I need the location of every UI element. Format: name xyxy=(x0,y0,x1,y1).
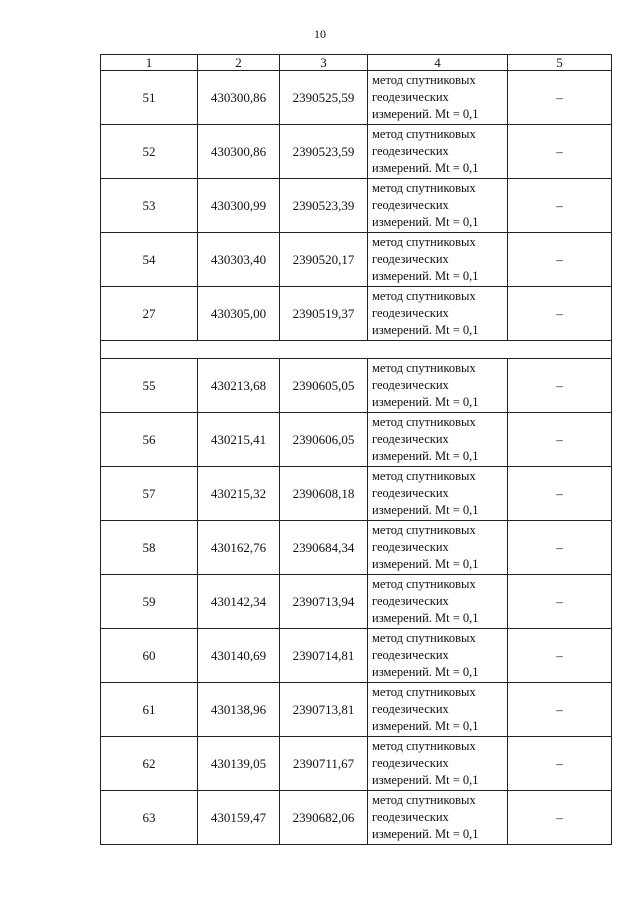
method-cell: метод спутниковых геодезических измерений. Mt = 0,1 xyxy=(368,359,508,413)
method-cell: метод спутниковых геодезических измерений. Mt = 0,1 xyxy=(368,71,508,125)
note-cell: – xyxy=(508,287,612,341)
table-row xyxy=(101,791,612,845)
method-cell: метод спутниковых геодезических измерений. Mt = 0,1 xyxy=(368,629,508,683)
column-number-header-row xyxy=(101,55,612,71)
group-separator-cell xyxy=(101,341,612,359)
point-number-cell: 27 xyxy=(101,287,198,341)
method-cell: метод спутниковых геодезических измерений. Mt = 0,1 xyxy=(368,179,508,233)
note-cell: – xyxy=(508,413,612,467)
note-cell: – xyxy=(508,125,612,179)
column-number-3: 3 xyxy=(280,55,368,71)
column-number-5: 5 xyxy=(508,55,612,71)
x-coordinate-cell: 430142,34 xyxy=(198,575,280,629)
table-row xyxy=(101,521,612,575)
table-row xyxy=(101,359,612,413)
x-coordinate-cell: 430215,41 xyxy=(198,413,280,467)
note-cell: – xyxy=(508,791,612,845)
y-coordinate-cell: 2390608,18 xyxy=(280,467,368,521)
column-number-2: 2 xyxy=(198,55,280,71)
point-number-cell: 56 xyxy=(101,413,198,467)
note-cell: – xyxy=(508,575,612,629)
point-number-cell: 52 xyxy=(101,125,198,179)
y-coordinate-cell: 2390525,59 xyxy=(280,71,368,125)
point-number-cell: 57 xyxy=(101,467,198,521)
y-coordinate-cell: 2390684,34 xyxy=(280,521,368,575)
point-number-cell: 51 xyxy=(101,71,198,125)
point-number-cell: 54 xyxy=(101,233,198,287)
note-cell: – xyxy=(508,683,612,737)
note-cell: – xyxy=(508,467,612,521)
y-coordinate-cell: 2390605,05 xyxy=(280,359,368,413)
x-coordinate-cell: 430159,47 xyxy=(198,791,280,845)
coordinates-table xyxy=(100,54,612,845)
table-row xyxy=(101,575,612,629)
y-coordinate-cell: 2390519,37 xyxy=(280,287,368,341)
note-cell: – xyxy=(508,629,612,683)
method-cell: метод спутниковых геодезических измерений. Mt = 0,1 xyxy=(368,575,508,629)
x-coordinate-cell: 430140,69 xyxy=(198,629,280,683)
page-number: 10 xyxy=(314,27,326,41)
method-cell: метод спутниковых геодезических измерений. Mt = 0,1 xyxy=(368,791,508,845)
table-row xyxy=(101,467,612,521)
y-coordinate-cell: 2390606,05 xyxy=(280,413,368,467)
x-coordinate-cell: 430300,86 xyxy=(198,125,280,179)
x-coordinate-cell: 430303,40 xyxy=(198,233,280,287)
method-cell: метод спутниковых геодезических измерений. Mt = 0,1 xyxy=(368,737,508,791)
y-coordinate-cell: 2390714,81 xyxy=(280,629,368,683)
table-row xyxy=(101,125,612,179)
note-cell: – xyxy=(508,233,612,287)
y-coordinate-cell: 2390523,59 xyxy=(280,125,368,179)
point-number-cell: 59 xyxy=(101,575,198,629)
table-row xyxy=(101,233,612,287)
note-cell: – xyxy=(508,737,612,791)
table-row xyxy=(101,179,612,233)
point-number-cell: 62 xyxy=(101,737,198,791)
y-coordinate-cell: 2390682,06 xyxy=(280,791,368,845)
method-cell: метод спутниковых геодезических измерений. Mt = 0,1 xyxy=(368,125,508,179)
x-coordinate-cell: 430305,00 xyxy=(198,287,280,341)
method-cell: метод спутниковых геодезических измерений. Mt = 0,1 xyxy=(368,683,508,737)
x-coordinate-cell: 430300,99 xyxy=(198,179,280,233)
column-number-4: 4 xyxy=(368,55,508,71)
x-coordinate-cell: 430300,86 xyxy=(198,71,280,125)
point-number-cell: 53 xyxy=(101,179,198,233)
x-coordinate-cell: 430215,32 xyxy=(198,467,280,521)
table-row xyxy=(101,413,612,467)
x-coordinate-cell: 430138,96 xyxy=(198,683,280,737)
point-number-cell: 61 xyxy=(101,683,198,737)
method-cell: метод спутниковых геодезических измерений. Mt = 0,1 xyxy=(368,467,508,521)
method-cell: метод спутниковых геодезических измерений. Mt = 0,1 xyxy=(368,233,508,287)
table-row xyxy=(101,737,612,791)
point-number-cell: 55 xyxy=(101,359,198,413)
method-cell: метод спутниковых геодезических измерений. Mt = 0,1 xyxy=(368,413,508,467)
y-coordinate-cell: 2390713,81 xyxy=(280,683,368,737)
x-coordinate-cell: 430213,68 xyxy=(198,359,280,413)
group-separator-row xyxy=(101,341,612,359)
method-cell: метод спутниковых геодезических измерений. Mt = 0,1 xyxy=(368,521,508,575)
note-cell: – xyxy=(508,521,612,575)
table-row xyxy=(101,287,612,341)
method-cell: метод спутниковых геодезических измерений. Mt = 0,1 xyxy=(368,287,508,341)
y-coordinate-cell: 2390713,94 xyxy=(280,575,368,629)
note-cell: – xyxy=(508,179,612,233)
y-coordinate-cell: 2390520,17 xyxy=(280,233,368,287)
note-cell: – xyxy=(508,71,612,125)
y-coordinate-cell: 2390523,39 xyxy=(280,179,368,233)
column-number-1: 1 xyxy=(101,55,198,71)
note-cell: – xyxy=(508,359,612,413)
table-row xyxy=(101,683,612,737)
point-number-cell: 60 xyxy=(101,629,198,683)
table-row xyxy=(101,629,612,683)
y-coordinate-cell: 2390711,67 xyxy=(280,737,368,791)
table-row xyxy=(101,71,612,125)
x-coordinate-cell: 430139,05 xyxy=(198,737,280,791)
point-number-cell: 58 xyxy=(101,521,198,575)
point-number-cell: 63 xyxy=(101,791,198,845)
coordinates-table-body xyxy=(101,55,612,845)
x-coordinate-cell: 430162,76 xyxy=(198,521,280,575)
